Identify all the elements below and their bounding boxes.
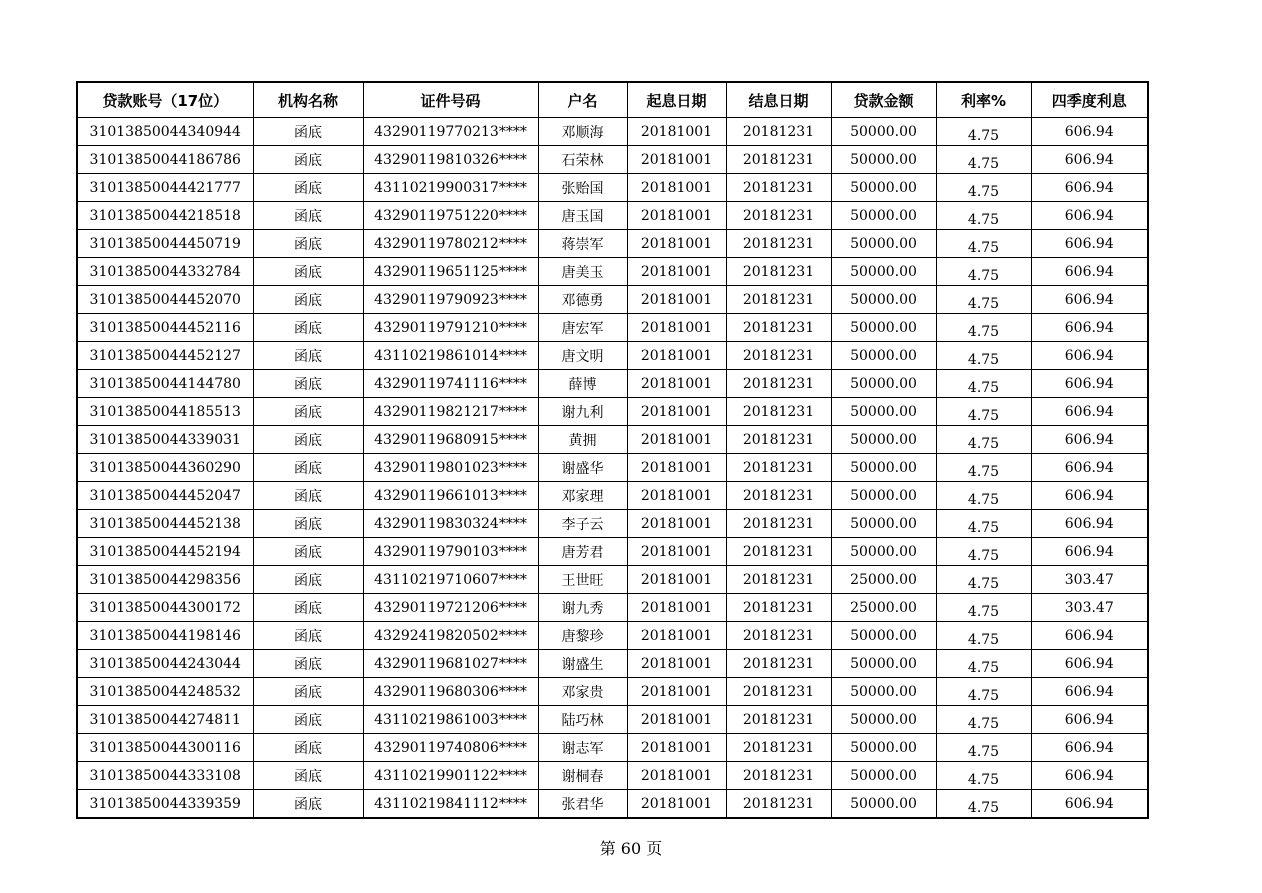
cell-start-date: 20181001 (627, 454, 726, 482)
cell-loan-amount: 50000.00 (831, 174, 936, 202)
table-row (77, 146, 1148, 174)
cell-institution: 函底 (253, 426, 363, 454)
cell-loan-account: 31013850044274811 (77, 706, 253, 734)
cell-interest-rate: 4.75 (936, 118, 1031, 146)
cell-id-number: 43110219900317**** (363, 174, 538, 202)
cell-id-number: 43290119790103**** (363, 538, 538, 566)
cell-account-name: 邓德勇 (538, 286, 627, 314)
cell-start-date: 20181001 (627, 790, 726, 819)
cell-settlement-date: 20181231 (726, 454, 831, 482)
cell-loan-account: 31013850044248532 (77, 678, 253, 706)
cell-start-date: 20181001 (627, 258, 726, 286)
cell-q4-interest: 606.94 (1031, 706, 1148, 734)
cell-loan-account: 31013850044300172 (77, 594, 253, 622)
cell-loan-amount: 50000.00 (831, 762, 936, 790)
cell-institution: 函底 (253, 454, 363, 482)
cell-institution: 函底 (253, 202, 363, 230)
cell-interest-rate: 4.75 (936, 342, 1031, 370)
cell-interest-rate: 4.75 (936, 650, 1031, 678)
cell-start-date: 20181001 (627, 398, 726, 426)
cell-loan-account: 31013850044452194 (77, 538, 253, 566)
cell-start-date: 20181001 (627, 706, 726, 734)
cell-settlement-date: 20181231 (726, 594, 831, 622)
header-start-date: 起息日期 (627, 82, 726, 118)
page-number: 第 60 页 (599, 839, 663, 858)
cell-start-date: 20181001 (627, 622, 726, 650)
cell-settlement-date: 20181231 (726, 398, 831, 426)
cell-loan-amount: 50000.00 (831, 706, 936, 734)
cell-loan-account: 31013850044452116 (77, 314, 253, 342)
cell-settlement-date: 20181231 (726, 762, 831, 790)
cell-institution: 函底 (253, 594, 363, 622)
cell-id-number: 43290119741116**** (363, 370, 538, 398)
cell-institution: 函底 (253, 538, 363, 566)
cell-settlement-date: 20181231 (726, 258, 831, 286)
cell-account-name: 张贻国 (538, 174, 627, 202)
cell-loan-account: 31013850044452127 (77, 342, 253, 370)
cell-loan-amount: 50000.00 (831, 790, 936, 819)
cell-account-name: 谢志军 (538, 734, 627, 762)
cell-id-number: 43292419820502**** (363, 622, 538, 650)
table-body (77, 118, 1148, 819)
cell-interest-rate: 4.75 (936, 594, 1031, 622)
cell-settlement-date: 20181231 (726, 118, 831, 146)
cell-loan-account: 31013850044452138 (77, 510, 253, 538)
cell-q4-interest: 606.94 (1031, 510, 1148, 538)
cell-id-number: 43290119770213**** (363, 118, 538, 146)
cell-interest-rate: 4.75 (936, 146, 1031, 174)
cell-institution: 函底 (253, 650, 363, 678)
cell-institution: 函底 (253, 146, 363, 174)
cell-interest-rate: 4.75 (936, 398, 1031, 426)
table-row (77, 650, 1148, 678)
cell-id-number: 43110219841112**** (363, 790, 538, 819)
cell-start-date: 20181001 (627, 146, 726, 174)
table-row (77, 566, 1148, 594)
cell-loan-account: 31013850044332784 (77, 258, 253, 286)
cell-start-date: 20181001 (627, 230, 726, 258)
cell-account-name: 邓顺海 (538, 118, 627, 146)
table-row (77, 314, 1148, 342)
cell-interest-rate: 4.75 (936, 482, 1031, 510)
cell-loan-amount: 50000.00 (831, 650, 936, 678)
cell-id-number: 43110219710607**** (363, 566, 538, 594)
cell-q4-interest: 606.94 (1031, 342, 1148, 370)
cell-loan-account: 31013850044450719 (77, 230, 253, 258)
cell-institution: 函底 (253, 398, 363, 426)
cell-interest-rate: 4.75 (936, 706, 1031, 734)
cell-q4-interest: 606.94 (1031, 314, 1148, 342)
header-account-name: 户名 (538, 82, 627, 118)
cell-loan-amount: 50000.00 (831, 118, 936, 146)
table-row (77, 426, 1148, 454)
cell-id-number: 43290119791210**** (363, 314, 538, 342)
table-row (77, 258, 1148, 286)
cell-start-date: 20181001 (627, 370, 726, 398)
cell-id-number: 43290119680915**** (363, 426, 538, 454)
table-row (77, 790, 1148, 819)
cell-id-number: 43290119721206**** (363, 594, 538, 622)
cell-start-date: 20181001 (627, 118, 726, 146)
cell-loan-account: 31013850044144780 (77, 370, 253, 398)
cell-settlement-date: 20181231 (726, 566, 831, 594)
cell-id-number: 43290119810326**** (363, 146, 538, 174)
cell-q4-interest: 606.94 (1031, 118, 1148, 146)
cell-account-name: 谢盛生 (538, 650, 627, 678)
header-q4-interest: 四季度利息 (1031, 82, 1148, 118)
cell-start-date: 20181001 (627, 762, 726, 790)
cell-start-date: 20181001 (627, 678, 726, 706)
cell-interest-rate: 4.75 (936, 314, 1031, 342)
cell-settlement-date: 20181231 (726, 510, 831, 538)
cell-loan-account: 31013850044333108 (77, 762, 253, 790)
cell-q4-interest: 606.94 (1031, 454, 1148, 482)
cell-start-date: 20181001 (627, 426, 726, 454)
cell-loan-account: 31013850044298356 (77, 566, 253, 594)
cell-account-name: 唐文明 (538, 342, 627, 370)
cell-q4-interest: 606.94 (1031, 258, 1148, 286)
cell-id-number: 43290119740806**** (363, 734, 538, 762)
loan-interest-table-container (76, 81, 1149, 819)
cell-settlement-date: 20181231 (726, 734, 831, 762)
cell-q4-interest: 606.94 (1031, 426, 1148, 454)
cell-account-name: 唐芳君 (538, 538, 627, 566)
table-row (77, 734, 1148, 762)
cell-q4-interest: 606.94 (1031, 538, 1148, 566)
header-id-number: 证件号码 (363, 82, 538, 118)
cell-account-name: 邓家理 (538, 482, 627, 510)
cell-loan-amount: 50000.00 (831, 482, 936, 510)
cell-q4-interest: 303.47 (1031, 594, 1148, 622)
cell-account-name: 蒋崇军 (538, 230, 627, 258)
table-row (77, 398, 1148, 426)
cell-loan-account: 31013850044339031 (77, 426, 253, 454)
cell-loan-amount: 50000.00 (831, 342, 936, 370)
table-row (77, 370, 1148, 398)
table-row (77, 706, 1148, 734)
table-row (77, 538, 1148, 566)
cell-id-number: 43290119780212**** (363, 230, 538, 258)
cell-settlement-date: 20181231 (726, 426, 831, 454)
cell-start-date: 20181001 (627, 286, 726, 314)
cell-loan-amount: 50000.00 (831, 146, 936, 174)
cell-loan-account: 31013850044185513 (77, 398, 253, 426)
cell-q4-interest: 303.47 (1031, 566, 1148, 594)
cell-interest-rate: 4.75 (936, 762, 1031, 790)
cell-loan-account: 31013850044300116 (77, 734, 253, 762)
table-header (77, 82, 1148, 118)
cell-loan-account: 31013850044218518 (77, 202, 253, 230)
cell-loan-amount: 50000.00 (831, 258, 936, 286)
cell-q4-interest: 606.94 (1031, 286, 1148, 314)
cell-settlement-date: 20181231 (726, 342, 831, 370)
cell-id-number: 43290119661013**** (363, 482, 538, 510)
cell-id-number: 43110219901122**** (363, 762, 538, 790)
table-row (77, 678, 1148, 706)
cell-q4-interest: 606.94 (1031, 174, 1148, 202)
cell-interest-rate: 4.75 (936, 538, 1031, 566)
header-institution: 机构名称 (253, 82, 363, 118)
cell-institution: 函底 (253, 342, 363, 370)
cell-q4-interest: 606.94 (1031, 370, 1148, 398)
table-row (77, 622, 1148, 650)
cell-loan-account: 31013850044360290 (77, 454, 253, 482)
cell-loan-amount: 50000.00 (831, 314, 936, 342)
cell-interest-rate: 4.75 (936, 286, 1031, 314)
cell-q4-interest: 606.94 (1031, 734, 1148, 762)
cell-institution: 函底 (253, 622, 363, 650)
cell-institution: 函底 (253, 370, 363, 398)
cell-id-number: 43110219861003**** (363, 706, 538, 734)
cell-loan-account: 31013850044452070 (77, 286, 253, 314)
cell-q4-interest: 606.94 (1031, 398, 1148, 426)
cell-id-number: 43290119751220**** (363, 202, 538, 230)
cell-settlement-date: 20181231 (726, 174, 831, 202)
cell-institution: 函底 (253, 118, 363, 146)
cell-institution: 函底 (253, 762, 363, 790)
table-row (77, 230, 1148, 258)
cell-account-name: 陆巧林 (538, 706, 627, 734)
cell-id-number: 43290119830324**** (363, 510, 538, 538)
cell-start-date: 20181001 (627, 510, 726, 538)
cell-loan-account: 31013850044340944 (77, 118, 253, 146)
cell-loan-account: 31013850044339359 (77, 790, 253, 819)
cell-interest-rate: 4.75 (936, 566, 1031, 594)
cell-start-date: 20181001 (627, 594, 726, 622)
table-row (77, 342, 1148, 370)
cell-settlement-date: 20181231 (726, 146, 831, 174)
cell-interest-rate: 4.75 (936, 790, 1031, 819)
cell-settlement-date: 20181231 (726, 538, 831, 566)
cell-start-date: 20181001 (627, 342, 726, 370)
cell-loan-amount: 50000.00 (831, 678, 936, 706)
cell-loan-account: 31013850044243044 (77, 650, 253, 678)
cell-account-name: 邓家贵 (538, 678, 627, 706)
cell-loan-amount: 50000.00 (831, 202, 936, 230)
cell-institution: 函底 (253, 790, 363, 819)
cell-account-name: 唐宏军 (538, 314, 627, 342)
cell-account-name: 谢九秀 (538, 594, 627, 622)
cell-start-date: 20181001 (627, 650, 726, 678)
cell-settlement-date: 20181231 (726, 286, 831, 314)
cell-id-number: 43290119801023**** (363, 454, 538, 482)
cell-q4-interest: 606.94 (1031, 146, 1148, 174)
table-row (77, 510, 1148, 538)
table-row (77, 762, 1148, 790)
cell-institution: 函底 (253, 566, 363, 594)
cell-account-name: 唐黎珍 (538, 622, 627, 650)
cell-id-number: 43290119821217**** (363, 398, 538, 426)
cell-institution: 函底 (253, 678, 363, 706)
cell-loan-amount: 50000.00 (831, 426, 936, 454)
cell-loan-amount: 50000.00 (831, 370, 936, 398)
cell-interest-rate: 4.75 (936, 370, 1031, 398)
cell-q4-interest: 606.94 (1031, 230, 1148, 258)
header-settlement-date: 结息日期 (726, 82, 831, 118)
cell-settlement-date: 20181231 (726, 678, 831, 706)
cell-start-date: 20181001 (627, 314, 726, 342)
cell-interest-rate: 4.75 (936, 734, 1031, 762)
cell-interest-rate: 4.75 (936, 230, 1031, 258)
cell-id-number: 43110219861014**** (363, 342, 538, 370)
cell-interest-rate: 4.75 (936, 202, 1031, 230)
cell-institution: 函底 (253, 286, 363, 314)
cell-institution: 函底 (253, 314, 363, 342)
header-row (77, 82, 1148, 118)
cell-account-name: 李子云 (538, 510, 627, 538)
cell-institution: 函底 (253, 510, 363, 538)
cell-settlement-date: 20181231 (726, 790, 831, 819)
cell-loan-amount: 50000.00 (831, 734, 936, 762)
table-row (77, 454, 1148, 482)
cell-loan-amount: 50000.00 (831, 622, 936, 650)
cell-loan-amount: 25000.00 (831, 594, 936, 622)
cell-settlement-date: 20181231 (726, 230, 831, 258)
cell-settlement-date: 20181231 (726, 650, 831, 678)
cell-account-name: 王世旺 (538, 566, 627, 594)
cell-q4-interest: 606.94 (1031, 622, 1148, 650)
cell-settlement-date: 20181231 (726, 706, 831, 734)
table-row (77, 286, 1148, 314)
table-row (77, 202, 1148, 230)
cell-institution: 函底 (253, 482, 363, 510)
cell-interest-rate: 4.75 (936, 426, 1031, 454)
cell-q4-interest: 606.94 (1031, 650, 1148, 678)
cell-settlement-date: 20181231 (726, 202, 831, 230)
cell-account-name: 唐美玉 (538, 258, 627, 286)
cell-loan-amount: 50000.00 (831, 398, 936, 426)
cell-account-name: 黄拥 (538, 426, 627, 454)
cell-start-date: 20181001 (627, 202, 726, 230)
cell-loan-amount: 50000.00 (831, 510, 936, 538)
header-interest-rate: 利率% (936, 82, 1031, 118)
cell-settlement-date: 20181231 (726, 482, 831, 510)
table-row (77, 482, 1148, 510)
cell-start-date: 20181001 (627, 538, 726, 566)
cell-interest-rate: 4.75 (936, 622, 1031, 650)
cell-start-date: 20181001 (627, 734, 726, 762)
cell-interest-rate: 4.75 (936, 258, 1031, 286)
cell-q4-interest: 606.94 (1031, 482, 1148, 510)
table-row (77, 594, 1148, 622)
cell-interest-rate: 4.75 (936, 174, 1031, 202)
cell-q4-interest: 606.94 (1031, 678, 1148, 706)
cell-settlement-date: 20181231 (726, 314, 831, 342)
cell-account-name: 谢桐春 (538, 762, 627, 790)
cell-id-number: 43290119790923**** (363, 286, 538, 314)
cell-id-number: 43290119651125**** (363, 258, 538, 286)
cell-institution: 函底 (253, 230, 363, 258)
cell-loan-amount: 25000.00 (831, 566, 936, 594)
loan-interest-table (76, 81, 1149, 819)
cell-loan-amount: 50000.00 (831, 538, 936, 566)
cell-account-name: 唐玉国 (538, 202, 627, 230)
cell-loan-amount: 50000.00 (831, 230, 936, 258)
cell-loan-amount: 50000.00 (831, 286, 936, 314)
cell-loan-account: 31013850044421777 (77, 174, 253, 202)
header-loan-amount: 贷款金额 (831, 82, 936, 118)
cell-start-date: 20181001 (627, 174, 726, 202)
cell-interest-rate: 4.75 (936, 510, 1031, 538)
cell-loan-account: 31013850044186786 (77, 146, 253, 174)
cell-interest-rate: 4.75 (936, 454, 1031, 482)
cell-id-number: 43290119681027**** (363, 650, 538, 678)
cell-account-name: 张君华 (538, 790, 627, 819)
cell-account-name: 谢九利 (538, 398, 627, 426)
cell-q4-interest: 606.94 (1031, 762, 1148, 790)
cell-institution: 函底 (253, 734, 363, 762)
cell-q4-interest: 606.94 (1031, 202, 1148, 230)
cell-loan-account: 31013850044198146 (77, 622, 253, 650)
cell-q4-interest: 606.94 (1031, 790, 1148, 819)
cell-loan-account: 31013850044452047 (77, 482, 253, 510)
cell-institution: 函底 (253, 174, 363, 202)
cell-settlement-date: 20181231 (726, 370, 831, 398)
cell-account-name: 谢盛华 (538, 454, 627, 482)
cell-id-number: 43290119680306**** (363, 678, 538, 706)
cell-institution: 函底 (253, 258, 363, 286)
cell-institution: 函底 (253, 706, 363, 734)
cell-account-name: 石荣林 (538, 146, 627, 174)
cell-interest-rate: 4.75 (936, 678, 1031, 706)
cell-start-date: 20181001 (627, 566, 726, 594)
cell-start-date: 20181001 (627, 482, 726, 510)
cell-loan-amount: 50000.00 (831, 454, 936, 482)
cell-account-name: 薛博 (538, 370, 627, 398)
cell-settlement-date: 20181231 (726, 622, 831, 650)
table-row (77, 118, 1148, 146)
header-loan-account: 贷款账号（17位） (77, 82, 253, 118)
table-row (77, 174, 1148, 202)
